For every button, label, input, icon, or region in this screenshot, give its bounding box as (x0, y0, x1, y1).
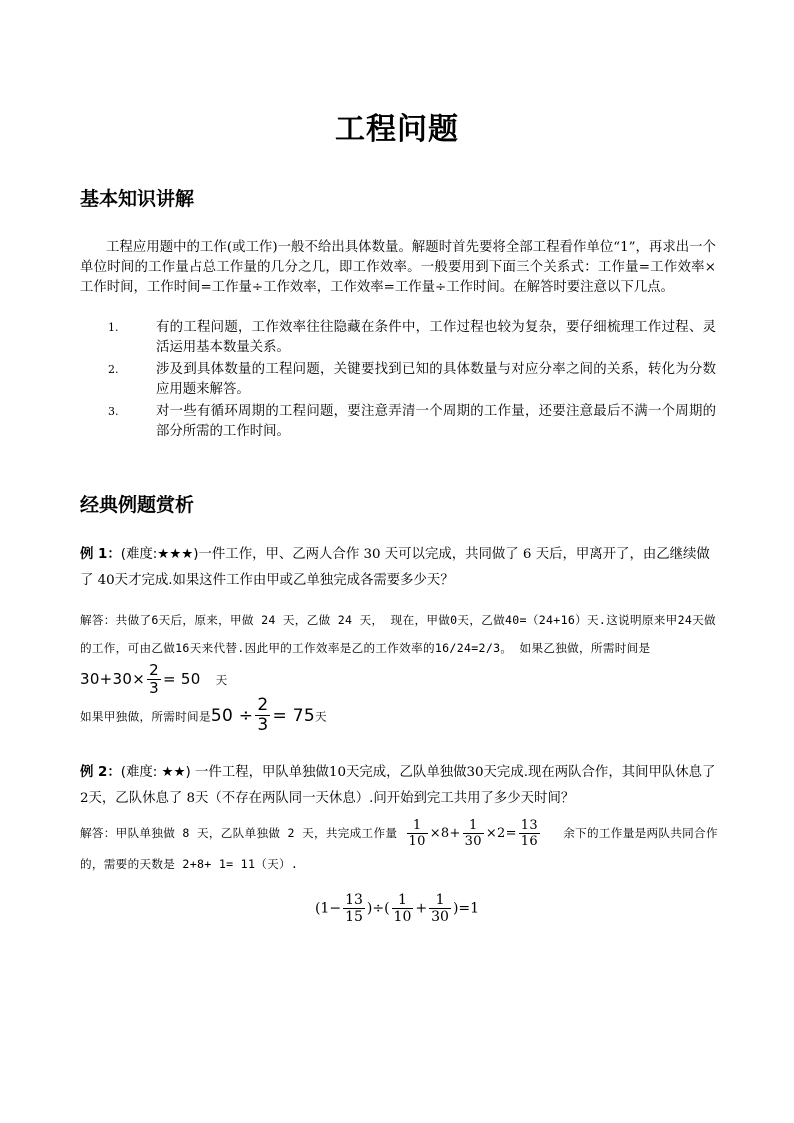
equation (80, 661, 206, 697)
eq-part: )=1 (452, 900, 480, 917)
example-2-question (80, 760, 720, 812)
example-label: 例 2： (80, 765, 121, 780)
numerator: 2 (257, 695, 269, 715)
eq-part: = 50 (162, 670, 201, 688)
eq-part: ×8+ (429, 826, 461, 841)
numerator: 2 (149, 661, 159, 679)
denominator: 3 (257, 715, 269, 735)
numerator: 1 (407, 818, 428, 834)
fraction (407, 818, 428, 849)
list-number: 3. (108, 405, 119, 418)
numerator: 13 (345, 892, 363, 908)
fraction (519, 818, 540, 849)
denominator: 16 (520, 834, 538, 849)
fraction (343, 892, 365, 925)
section-heading-examples: 经典例题赏析 (80, 494, 195, 516)
eq-part: = 75 (272, 705, 315, 726)
list-item (108, 318, 716, 358)
example-label: 例 1： (80, 547, 121, 562)
denominator: 3 (149, 679, 159, 697)
list-item (108, 402, 716, 442)
numerator: 1 (429, 892, 451, 909)
example-1-question (80, 542, 720, 594)
list-item (108, 360, 716, 400)
eq-part: 30+30× (80, 670, 146, 688)
list-number: 2. (108, 363, 119, 376)
numerator: 1 (463, 818, 484, 834)
list-number: 1. (108, 321, 119, 334)
fraction (429, 892, 451, 925)
solution-text: 余下的工作量是两队共同合作的，需要的天数是 2+8+ 1= 11（天）. (80, 826, 718, 871)
unit: 天 (215, 673, 228, 687)
difficulty: (难度: ★★) (120, 765, 191, 780)
unit: 天 (314, 709, 327, 724)
page-title: 工程问题 (335, 112, 459, 147)
example-1-solution-line2 (80, 696, 720, 735)
difficulty: (难度:★★★) (120, 547, 199, 562)
intro-paragraph: 工程应用题中的工作(或工作)一般不给出具体数量。解题时首先要将全部工程看作单位“1”，再求出一个单位时间的工作量占总工作量的几分之几，即工作效率。一般要用到下面三个关系式：工作量=工作效率×工作时间，工作时间=工作量÷工作效率，工作效率=工作量÷工作时间。在解答时要注意以下几点。 (80, 240, 716, 295)
denominator: 30 (464, 834, 482, 849)
question-text: 一件工作，甲、乙两人合作 30 天可以完成，共同做了 6 天后，甲离开了，由乙继续做了 40天才完成.如果这件工作由甲或乙单独完成各需要多少天？ (80, 547, 710, 588)
list-text: 涉及到具体数量的工程问题，关键要找到已知的具体数量与对应分率之间的关系，转化为分数应用题来解答。 (156, 362, 716, 397)
eq-part: ×2= (485, 826, 517, 841)
example-2-solution (80, 818, 720, 879)
fraction (392, 892, 414, 925)
solution-text: 解答：甲队单独做 8 天，乙队单独做 2 天，共完成工作量 (80, 826, 398, 840)
section-heading-basics: 基本知识讲解 (80, 188, 195, 210)
eq-part: )÷( (366, 900, 390, 917)
fraction (255, 696, 270, 735)
fraction (147, 662, 161, 697)
equation (210, 695, 315, 735)
eq-part: 50 ÷ (210, 705, 254, 726)
question-text: 一件工程，甲队单独做10天完成，乙队单独做30天完成.现在两队合作，其间甲队休息了 2天，乙队休息了 8天（不存在两队同一天休息）.问开始到完工共用了多少天时间？ (80, 765, 716, 806)
numerator: 1 (392, 892, 414, 909)
eq-part: (1− (314, 900, 342, 917)
example-1-solution (80, 606, 720, 697)
denominator: 30 (431, 909, 449, 925)
eq-part: + (415, 900, 428, 917)
numerator: 13 (520, 818, 538, 833)
denominator: 15 (345, 909, 363, 925)
solution-text: 解答：共做了6天后，原来，甲做 24 天，乙做 24 天， 现在，甲做0天，乙做40=（24+16）天.这说明原来甲24天做的工作，可由乙做16天来代替.因此甲的工作效率是乙的工作效率的16/24=2/3。 如果乙独做，所需时间是 (80, 613, 716, 655)
denominator: 10 (393, 909, 412, 925)
list-text: 有的工程问题，工作效率往往隐藏在条件中，工作过程也较为复杂，要仔细梳理工作过程、灵活运用基本数量关系。 (156, 320, 716, 355)
denominator: 10 (408, 834, 426, 849)
final-equation (0, 892, 794, 925)
fraction (463, 818, 484, 849)
solution-text: 如果甲独做，所需时间是 (80, 709, 211, 724)
list-text: 对一些有循环周期的工程问题，要注意弄清一个周期的工作量，还要注意最后不满一个周期的部分所需的工作时间。 (156, 404, 716, 439)
equation (405, 818, 542, 849)
